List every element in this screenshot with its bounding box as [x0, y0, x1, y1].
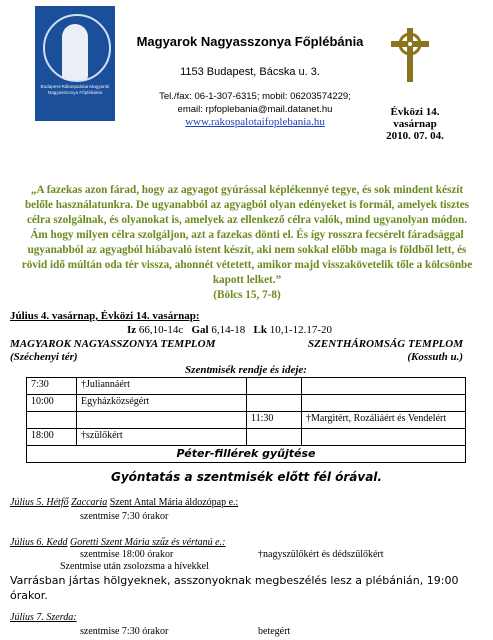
time-left: 7:30: [27, 378, 77, 395]
day-6-intention: †nagyszülőkért és dédszülőkért: [258, 549, 384, 560]
day-5-heading: [10, 497, 238, 508]
date-line-week: Évközi 14.: [390, 106, 440, 118]
quote-source: (Bölcs 15, 7-8): [213, 289, 281, 301]
day-7-title: Július 7. Szerda:: [10, 612, 77, 623]
church-right-name: SZENTHÁROMSÁG TEMPLOM: [308, 338, 463, 350]
parish-email: email: rpfoplebania@mail.datanet.hu: [177, 104, 333, 115]
time-right: [247, 378, 302, 395]
readings-heading: Július 4. vasárnap, Évközi 14. vasárnap:: [10, 310, 200, 322]
time-right: [247, 429, 302, 446]
reading-1: 66,10-14c: [138, 324, 184, 336]
intention-right: [302, 378, 466, 395]
church-left-name: MAGYAROK NAGYASSZONYA TEMPLOM: [10, 338, 216, 350]
day-6-title: Július 6. Kedd: [10, 537, 68, 548]
table-row: [27, 395, 466, 412]
day-5-mass: szentmise 7:30 órakor: [80, 511, 169, 522]
parish-website-link[interactable]: www.rakospalotaifoplebania.hu: [185, 116, 325, 128]
table-row: [27, 412, 466, 429]
day-5-rest: Szent Antal Mária áldozópap e.:: [109, 497, 239, 508]
parish-phone: Tel./fax: 06-1-307-6315; mobil: 06203574229;: [159, 91, 351, 102]
quote-text: „A fazekas azon fárad, hogy az agyagot gyúrással képlékennyé tegye, és sok mindent készít belőle használatunkra. De ugyanabból az agyagból olyan edényeket is formál, amelyek tisztes célra szolgálnak, és olyanokat is, amelyek az ellenkező célra valók, mind ugyanolyan módon. Ám hogy milyen célra szolgáljon, azt a fazekas dönti el. És így rosszra fecsérelt fáradsággal ugyanabból az agyagból hiábavaló istent készít, aki nem sokkal előbb maga is földből lett, és rövid idő múltán oda tér vissza, ahonnét vétetett, amikor majd visszakövetelik tőle a kölcsönbe kapott lelket.”: [21, 184, 473, 286]
reading-1-label: Iz: [127, 324, 137, 336]
table-row: [27, 378, 466, 395]
parish-title: Magyarok Nagyasszonya Főplébánia: [136, 34, 364, 49]
intention-left: [77, 412, 247, 429]
reading-2-label: Gal: [191, 324, 209, 336]
reading-3-label: Lk: [253, 324, 267, 336]
time-right: [247, 395, 302, 412]
logo-caption: Budapest-Rákospalotai Magyarok Nagyasszonya Főplébánia: [40, 84, 110, 95]
day-5-title: Július 5. Hétfő: [10, 497, 69, 508]
day-6-extra: Szentmise után zsolozsma a hívekkel: [60, 561, 209, 572]
intention-right: [302, 429, 466, 446]
celtic-cross-icon: [388, 26, 432, 84]
time-left: [27, 412, 77, 429]
church-right-place: (Kossuth u.): [407, 351, 463, 363]
intention-left: Egyházközségért: [77, 395, 247, 412]
day-6-mass: szentmise 18:00 órakor: [80, 549, 174, 560]
table-row: [27, 429, 466, 446]
table-row: [27, 446, 466, 463]
time-right: 11:30: [247, 412, 302, 429]
intention-right: [302, 395, 466, 412]
day-6-saint: Goretti Szent Mária szűz és vértanú e.:: [70, 537, 226, 548]
scripture-quote: [20, 183, 474, 303]
intention-left: †szülőkért: [77, 429, 247, 446]
day-7-mass: szentmise 7:30 órakor: [80, 626, 169, 637]
peter-pence-collection: Péter-fillérek gyűjtése: [27, 446, 466, 463]
date-line-date: 2010. 07. 04.: [386, 130, 444, 142]
confession-notice: Gyóntatás a szentmisék előtt fél órával.: [111, 470, 382, 484]
church-left-place: (Széchenyi tér): [10, 351, 78, 363]
day-6-heading: [10, 537, 225, 548]
date-line-day: vasárnap: [393, 118, 437, 130]
time-left: 18:00: [27, 429, 77, 446]
day-7-intention: betegért: [258, 626, 291, 637]
reading-2: 6,14-18: [211, 324, 246, 336]
mass-schedule-table: [26, 377, 466, 463]
mass-table-heading: Szentmisék rendje és ideje:: [185, 364, 307, 376]
day-5-saint: Zaccaria: [71, 497, 108, 508]
madonna-figure-icon: [62, 24, 88, 80]
day-6-notice: Varrásban jártas hölgyeknek, asszonyoknak megbeszélés lesz a plébánián, 19:00 órakor.: [10, 574, 459, 602]
parish-address: 1153 Budapest, Bácska u. 3.: [180, 66, 320, 78]
liturgical-date: [370, 106, 460, 142]
parish-logo: [35, 6, 115, 121]
intention-left: †Juliannáért: [77, 378, 247, 395]
time-left: 10:00: [27, 395, 77, 412]
readings-list: [127, 324, 332, 336]
reading-3: 10,1-12.17-20: [269, 324, 333, 336]
intention-right: †Margitért, Rozáliáért és Vendelért: [302, 412, 466, 429]
